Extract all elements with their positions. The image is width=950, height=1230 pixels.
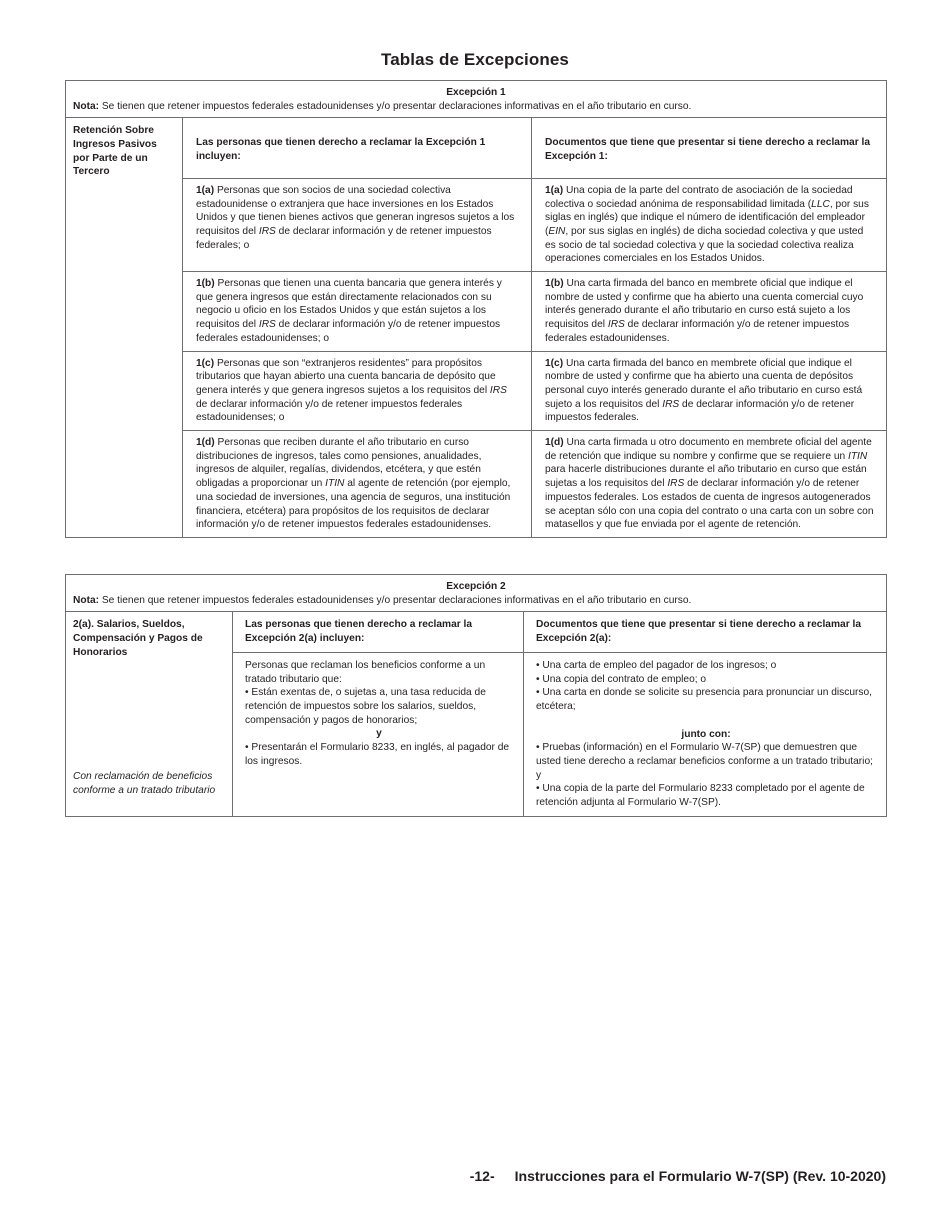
exception-2-category: 2(a). Salarios, Sueldos, Compensación y Pagos de Honorarios xyxy=(73,619,203,658)
docs-cell-1b xyxy=(532,272,887,352)
cell-text: Una carta firmada u otro documento en membrete oficial del agente de retención que indique su nombre y confirme que se requiere un xyxy=(545,437,872,462)
cell-text: al agente de retención (por ejemplo, una sociedad de inversiones, una agencia de seguros, una institución financiera, etcétera) para propósitos de los requisitos de declarar información y/o de retener impuestos federales estadounidenses. xyxy=(196,478,511,531)
docs-cell-2a xyxy=(524,652,887,816)
who-cell-1c xyxy=(183,351,532,431)
docs-bullet: • Una carta de empleo del pagador de los ingresos; o xyxy=(536,659,777,671)
who-bullet: • Están exentas de, o sujetas a, una tasa reducida de retención de impuestos sobre los salarios, sueldos, compensación y pagos de honorarios; xyxy=(245,687,486,726)
exception-2-docs-header: Documentos que tiene que presentar si tiene derecho a reclamar la Excepción 2(a): xyxy=(524,612,887,652)
cell-text: Una carta firmada del banco en membrete oficial que indique el nombre de usted y confirme que ha abierto una cuenta comercial cuyo interés generado durante el año tributario en curso está sujeto a los requisitos del xyxy=(545,278,864,331)
item-code: 1(a) xyxy=(196,184,215,196)
exception-2-header xyxy=(66,575,887,612)
item-code: 1(d) xyxy=(196,437,215,449)
item-code: 1(b) xyxy=(196,278,215,290)
cell-text: Personas que son socios de una sociedad colectiva estadounidense o extranjera que hace inversiones en los Estados Unidos y que tienen bienes activos que generan ingresos sujetos a los requisitos del xyxy=(196,184,515,237)
exception-1-note xyxy=(73,100,879,114)
cell-text: Personas que reciben durante el año tributario en curso distribuciones de ingresos, tales como pensiones, anualidades, ingresos de alquiler, regalías, dividendos, etcétera, y que estén obligadas a proporcionar un xyxy=(196,437,482,490)
table-row xyxy=(66,431,887,538)
exception-2-who-header: Las personas que tienen derecho a reclamar la Excepción 2(a) incluyen: xyxy=(233,612,524,652)
cell-text: de declarar información y/o de retener impuestos federales. Los estados de cuenta de ingresos autogenerados se aceptan sólo con una copia del contrato o una carta con un sobre con matasellos y que fue enviada por el agente de retención. xyxy=(545,478,874,531)
docs-bullet: • Una carta en donde se solicite su presencia para pronunciar un discurso, etcétera; xyxy=(536,687,872,712)
cell-text: de declarar información y/o de retener impuestos federales estadounidenses. xyxy=(545,319,850,344)
item-code: 1(a) xyxy=(545,184,564,196)
exception-1-category: Retención Sobre Ingresos Pasivos por Parte de un Tercero xyxy=(66,118,183,538)
cell-text: de declarar información y de retener impuestos federales; o xyxy=(196,225,492,251)
page-number: -12- xyxy=(469,1168,495,1184)
table-row xyxy=(66,351,887,431)
docs-bullet: • Pruebas (información) en el Formulario W-7(SP) que demuestren que usted tiene derecho a reclamar beneficios conforme a un tratado tributario; y xyxy=(536,742,873,781)
cell-abbr: IRS xyxy=(607,319,625,331)
exception-1-header xyxy=(66,81,887,118)
together-with: junto con: xyxy=(681,728,731,740)
item-code: 1(b) xyxy=(545,278,564,290)
item-code: 1(d) xyxy=(545,437,564,449)
cell-abbr: IRS xyxy=(258,319,276,331)
who-cell-2a xyxy=(233,652,524,816)
docs-bullet: • Una copia del contrato de empleo; o xyxy=(536,673,707,685)
who-bullet: • Presentarán el Formulario 8233, en inglés, al pagador de los ingresos. xyxy=(245,742,510,767)
cell-abbr: LLC xyxy=(811,198,830,210)
table-row xyxy=(66,272,887,352)
exception-1-title: Excepción 1 xyxy=(446,87,506,98)
cell-text: , por sus siglas en inglés) que indique el número de identificación del empleador ( xyxy=(545,198,869,237)
exception-1-docs-header: Documentos que tiene que presentar si tiene derecho a reclamar la Excepción 1: xyxy=(532,118,887,178)
docs-cell-1c xyxy=(532,351,887,431)
who-cell-1a xyxy=(183,178,532,271)
cell-text: Personas que tienen una cuenta bancaria que genera interés y que genera ingresos que están directamente relacionados con su negocio u oficio en los Estados Unidos y que están sujetos a los requisitos del xyxy=(196,278,502,331)
cell-text: de declarar información y/o de retener impuestos federales estadounidenses; o xyxy=(196,319,501,344)
cell-text: Una copia de la parte del contrato de asociación de la sociedad colectiva o sociedad anónima de responsabilidad limitada ( xyxy=(545,184,853,210)
docs-cell-1a xyxy=(532,178,887,271)
cell-text: Una carta firmada del banco en membrete oficial que indique el nombre de usted y confirme que ha abierto una cuenta de depósitos personal cuyo interés generado durante el año tributario en curso está sujeto a los requisitos del xyxy=(545,357,863,410)
page-title: Tablas de Excepciones xyxy=(381,50,569,69)
exception-2-title: Excepción 2 xyxy=(446,581,506,592)
note-label: Nota: xyxy=(73,594,100,606)
item-code: 1(c) xyxy=(545,357,564,369)
cell-text: , por sus siglas en inglés) de dicha sociedad colectiva y que usted es socio de tal sociedad colectiva y que la sociedad colectiva realiza operaciones comerciales en los Estados Unidos. xyxy=(545,225,864,265)
who-cell-1b xyxy=(183,272,532,352)
note-label: Nota: xyxy=(73,100,100,112)
exception-2-category-cell xyxy=(66,612,233,816)
cell-abbr: ITIN xyxy=(847,450,868,462)
page-footer xyxy=(0,1168,886,1184)
cell-text: de declarar información y/o de retener impuestos federales. xyxy=(545,398,855,424)
cell-abbr: EIN xyxy=(548,225,566,237)
cell-abbr: IRS xyxy=(258,225,276,237)
docs-cell-1d xyxy=(532,431,887,538)
note-text: Se tienen que retener impuestos federales estadounidenses y/o presentar declaraciones informativas en el año tributario en curso. xyxy=(99,100,692,112)
cell-text: para hacerle distribuciones durante el año tributario en curso que están sujetas a los requisitos del xyxy=(545,464,867,490)
note-text: Se tienen que retener impuestos federales estadounidenses y/o presentar declaraciones informativas en el año tributario en curso. xyxy=(99,594,692,606)
cell-abbr: ITIN xyxy=(325,478,345,490)
table-row xyxy=(66,178,887,271)
who-cell-1d xyxy=(183,431,532,538)
exception-2-note xyxy=(73,594,879,608)
docs-bullet: • Una copia de la parte del Formulario 8233 completado por el agente de retención adjunta al Formulario W-7(SP). xyxy=(536,783,865,809)
cell-text: de declarar información y/o de retener impuestos federales estadounidenses; o xyxy=(196,398,463,424)
form-title: Instrucciones para el Formulario W-7(SP) (Rev. 10-2020) xyxy=(514,1168,886,1184)
exception-1-who-header: Las personas que tienen derecho a reclamar la Excepción 1 incluyen: xyxy=(183,118,532,178)
treaty-claim-note: Con reclamación de beneficios conforme a un tratado tributario xyxy=(73,770,216,796)
item-code: 1(c) xyxy=(196,357,215,369)
cell-abbr: IRS xyxy=(662,398,680,410)
who-intro: Personas que reclaman los beneficios conforme a un tratado tributario que: xyxy=(245,659,486,685)
cell-text: Personas que son “extranjeros residentes” para propósitos tributarios que hayan abierto una cuenta bancaria de depósito que genera interés y que genera ingresos sujetos a los requisitos del xyxy=(196,357,496,396)
cell-abbr: IRS xyxy=(489,384,507,396)
exception-1-table xyxy=(65,80,887,538)
cell-abbr: IRS xyxy=(667,478,685,490)
exception-2-table xyxy=(65,574,887,817)
and-connector: y xyxy=(376,728,382,740)
